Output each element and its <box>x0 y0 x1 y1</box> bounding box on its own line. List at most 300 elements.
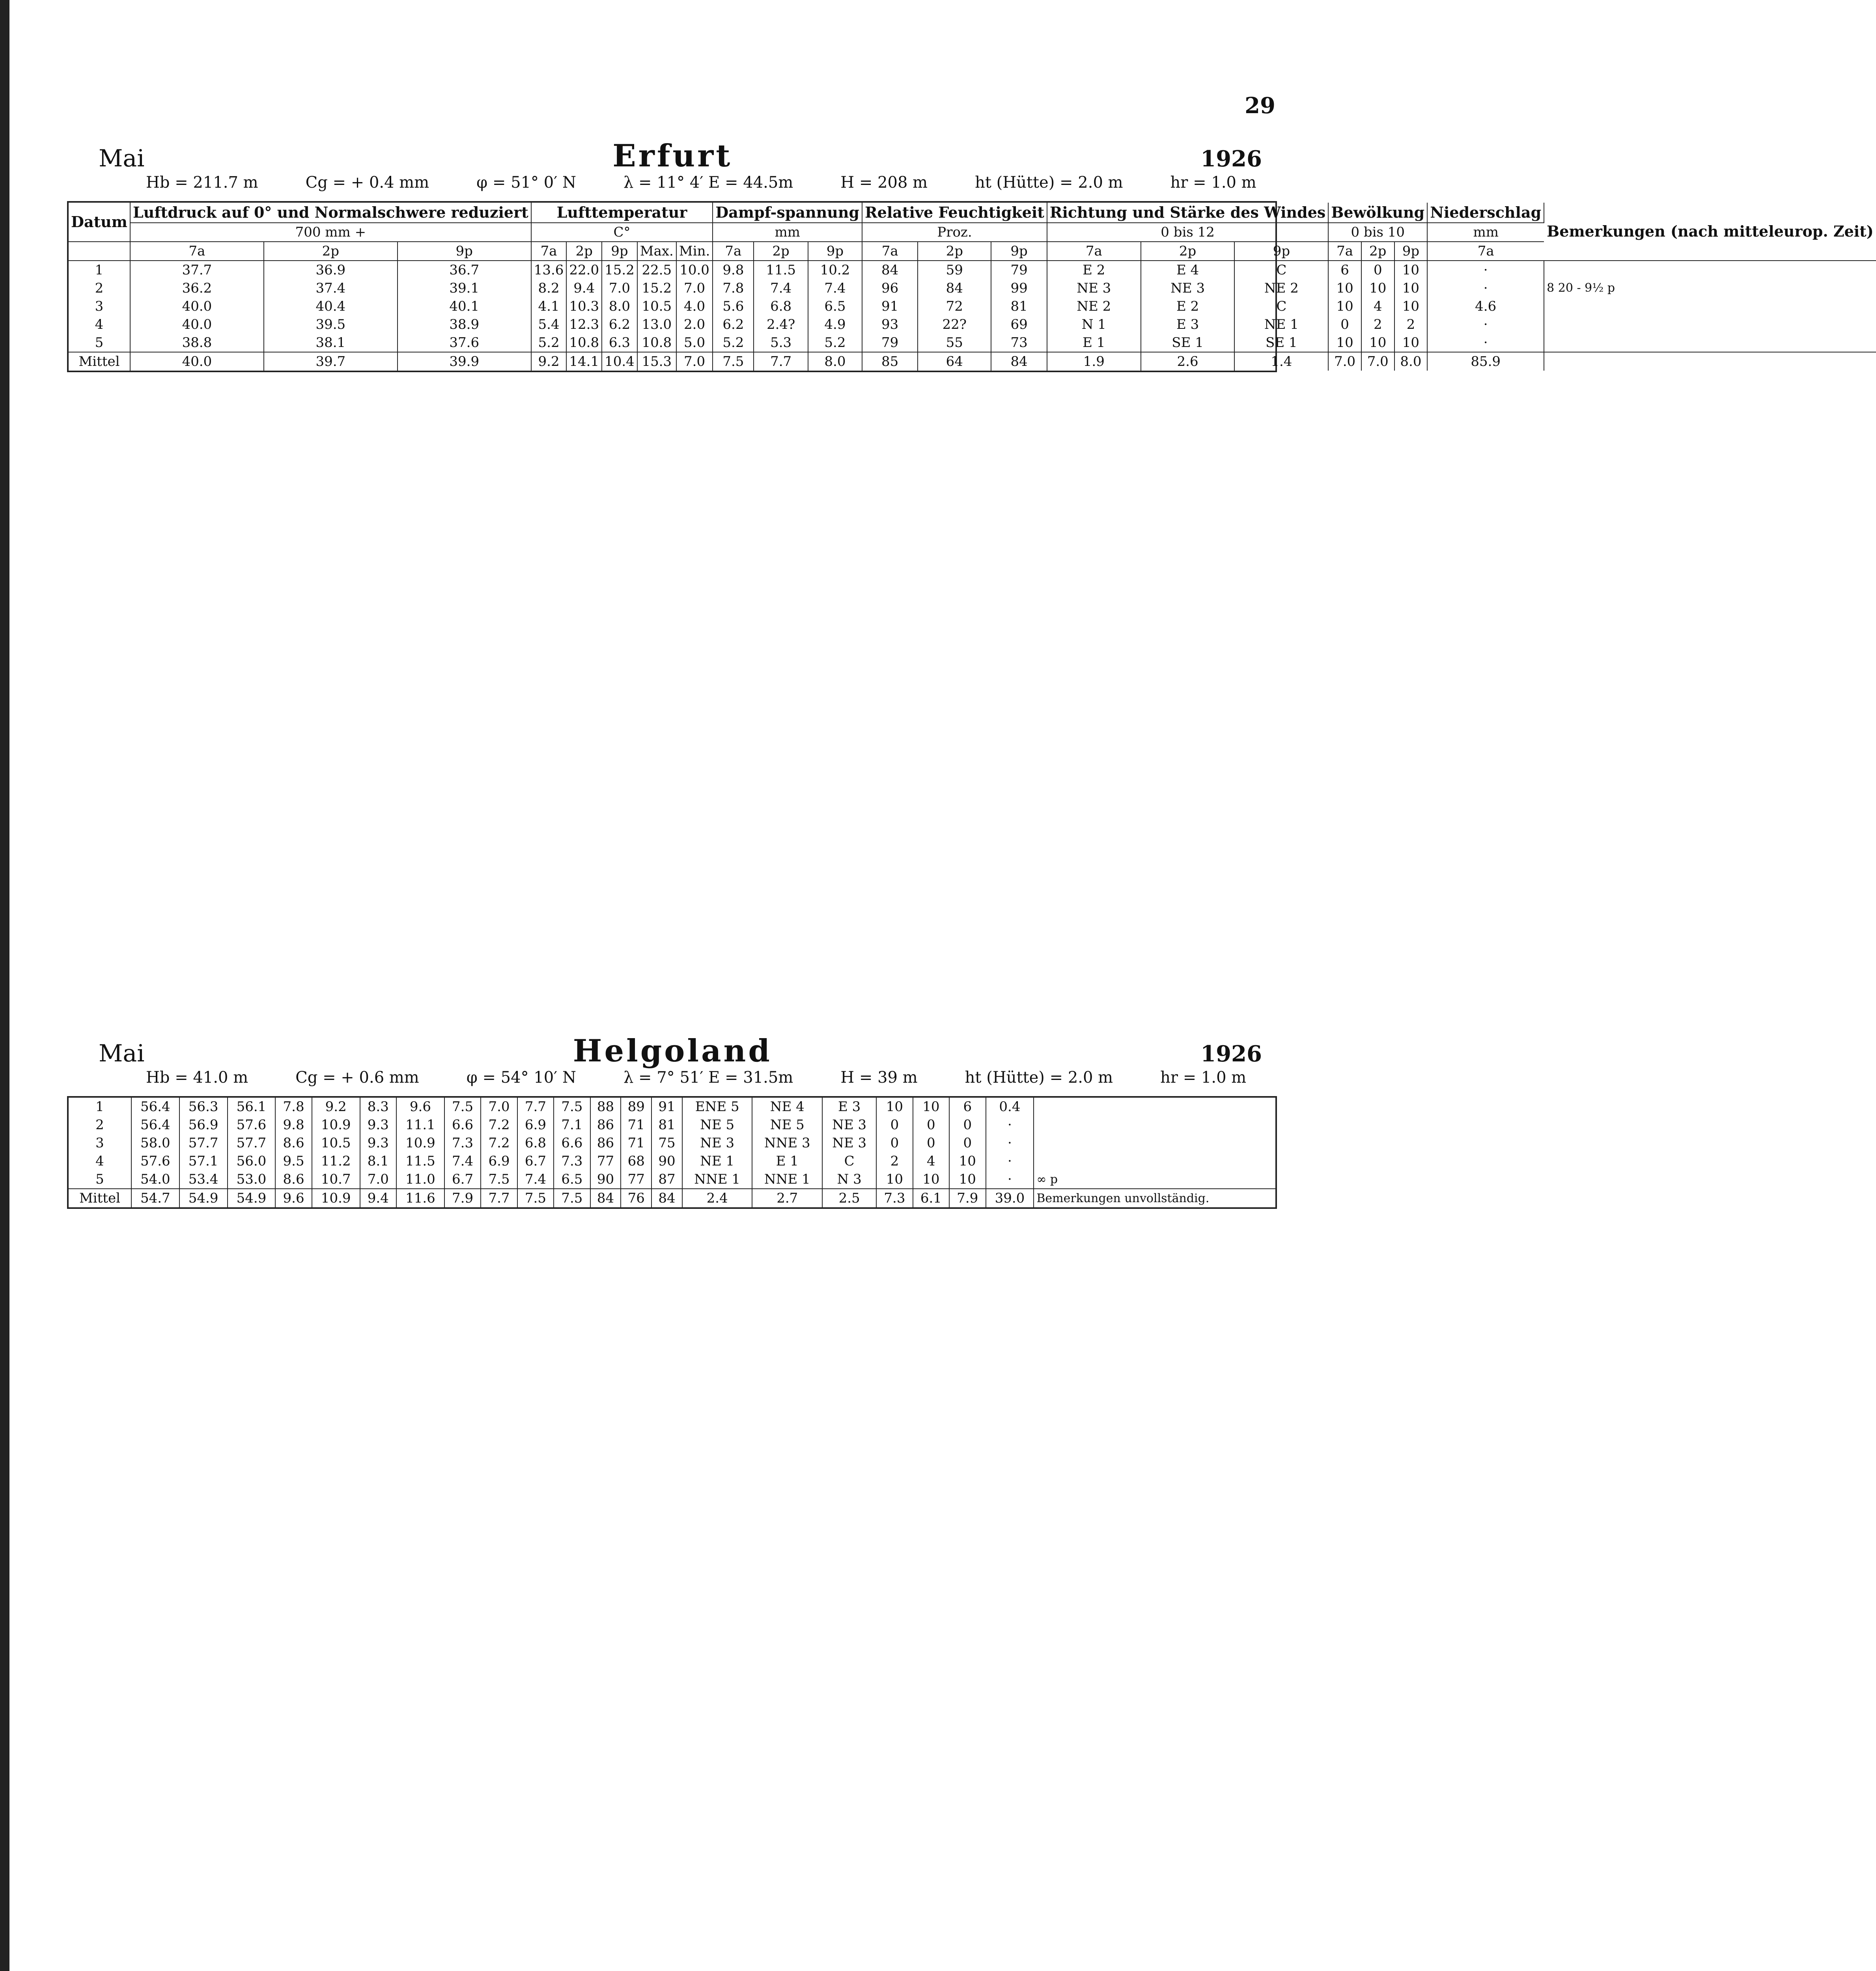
value-cell: 38.8 <box>130 334 264 352</box>
value-cell: 15.2 <box>602 261 637 279</box>
col-datum: Datum <box>69 203 130 242</box>
value-cell: 8.6 <box>275 1134 312 1152</box>
value-cell: 56.0 <box>228 1152 276 1170</box>
value-cell: 9.8 <box>275 1116 312 1134</box>
col-dampfspannung: Dampf-spannung <box>713 203 862 223</box>
value-cell: 37.4 <box>264 279 398 297</box>
unit: 0 bis 10 <box>1328 223 1427 242</box>
value-cell: 10.8 <box>566 334 602 352</box>
value-cell: NE 2 <box>1047 297 1141 315</box>
value-cell: 36.7 <box>398 261 531 279</box>
meta-item: λ = 7° 51′ E = 31.5m <box>623 1068 793 1087</box>
col-lufttemperatur: Lufttemperatur <box>531 203 713 223</box>
value-cell: 11.5 <box>396 1152 444 1170</box>
value-cell: NE 1 <box>682 1152 752 1170</box>
value-cell: 13.0 <box>637 315 676 334</box>
value-cell: 53.4 <box>179 1170 228 1189</box>
value-cell: 7.2 <box>481 1134 517 1152</box>
mittel-value: 40.0 <box>130 352 264 371</box>
value-cell: 11.0 <box>396 1170 444 1189</box>
table-row <box>69 261 1876 279</box>
value-cell: 9.5 <box>275 1152 312 1170</box>
helgoland-header <box>99 1033 1262 1069</box>
value-cell: 37.6 <box>398 334 531 352</box>
mittel-value: 1.4 <box>1234 352 1328 371</box>
mittel-value: 8.0 <box>1394 352 1428 371</box>
value-cell: 7.3 <box>444 1134 481 1152</box>
value-cell: E 1 <box>752 1152 822 1170</box>
value-cell: C <box>1234 261 1328 279</box>
value-cell: 37.7 <box>130 261 264 279</box>
mittel-row <box>69 352 1876 371</box>
remark-cell <box>1034 1098 1275 1116</box>
value-cell: 7.0 <box>481 1098 517 1116</box>
value-cell: 36.2 <box>130 279 264 297</box>
value-cell: 4.1 <box>531 297 567 315</box>
date-cell: 1 <box>69 261 130 279</box>
value-cell: 7.1 <box>554 1116 590 1134</box>
value-cell: SE 1 <box>1234 334 1328 352</box>
value-cell: NE 4 <box>752 1098 822 1116</box>
value-cell: 39.5 <box>264 315 398 334</box>
value-cell: 86 <box>590 1116 621 1134</box>
mittel-value: 39.0 <box>986 1189 1034 1207</box>
value-cell: 0 <box>949 1116 986 1134</box>
value-cell: 40.4 <box>264 297 398 315</box>
helgoland-meta <box>146 1068 1246 1087</box>
value-cell: 6.2 <box>713 315 754 334</box>
value-cell: 9.4 <box>566 279 602 297</box>
remark-cell: ∞ p <box>1036 1172 1058 1186</box>
value-cell: 5.2 <box>808 334 862 352</box>
value-cell: · <box>986 1116 1034 1134</box>
value-cell: 84 <box>862 261 918 279</box>
value-cell: NE 5 <box>682 1116 752 1134</box>
remark-cell <box>1544 334 1876 352</box>
value-cell: 96 <box>862 279 918 297</box>
value-cell: 69 <box>991 315 1047 334</box>
value-cell: NNE 3 <box>752 1134 822 1152</box>
value-cell: 9.2 <box>312 1098 360 1116</box>
mittel-value: 2.7 <box>752 1189 822 1207</box>
value-cell: 12.3 <box>566 315 602 334</box>
value-cell: 72 <box>918 297 991 315</box>
value-cell: 0.4 <box>986 1098 1034 1116</box>
value-cell: 6.9 <box>517 1116 554 1134</box>
value-cell: 87 <box>651 1170 682 1189</box>
table-row <box>69 1098 1275 1116</box>
value-cell: 4.6 <box>1427 297 1544 315</box>
remark-cell <box>1544 315 1876 334</box>
value-cell: N 3 <box>822 1170 876 1189</box>
mittel-value: 9.4 <box>360 1189 396 1207</box>
value-cell: 5.6 <box>713 297 754 315</box>
unit: mm <box>713 223 862 242</box>
value-cell: 6.6 <box>554 1134 590 1152</box>
meta-item: H = 208 m <box>840 173 928 192</box>
value-cell: 81 <box>991 297 1047 315</box>
value-cell: 57.1 <box>179 1152 228 1170</box>
value-cell: 10 <box>1361 279 1394 297</box>
value-cell: 7.2 <box>481 1116 517 1134</box>
meta-item: ht (Hütte) = 2.0 m <box>975 173 1123 192</box>
value-cell: 2 <box>876 1152 913 1170</box>
value-cell: 0 <box>949 1134 986 1152</box>
mittel-value: 84 <box>651 1189 682 1207</box>
subheader-cell: 2p <box>264 242 398 261</box>
subheader-cell: 7a <box>130 242 264 261</box>
value-cell: 73 <box>991 334 1047 352</box>
value-cell: NNE 1 <box>682 1170 752 1189</box>
value-cell: 7.5 <box>444 1098 481 1116</box>
remark-cell: 8 20 - 9½ p <box>1547 281 1615 295</box>
value-cell: 40.0 <box>130 315 264 334</box>
subheader-cell: 7a <box>531 242 567 261</box>
remark-cell: Bemerkungen unvollständig. <box>1034 1189 1275 1207</box>
meta-item: ht (Hütte) = 2.0 m <box>965 1068 1113 1087</box>
value-cell: E 2 <box>1141 297 1235 315</box>
value-cell: NE 3 <box>682 1134 752 1152</box>
value-cell: 56.4 <box>131 1116 179 1134</box>
value-cell: 7.7 <box>517 1098 554 1116</box>
date-cell: 5 <box>69 1170 131 1189</box>
value-cell: 79 <box>862 334 918 352</box>
mittel-value: 7.7 <box>754 352 808 371</box>
table-row <box>69 297 1876 315</box>
meta-item: φ = 54° 10′ N <box>466 1068 576 1087</box>
value-cell: 0 <box>876 1116 913 1134</box>
value-cell: 7.0 <box>676 279 713 297</box>
table-row <box>69 1170 1275 1189</box>
col-wind: Richtung und Stärke des Windes <box>1047 203 1328 223</box>
value-cell: 57.7 <box>179 1134 228 1152</box>
mittel-value: 39.9 <box>398 352 531 371</box>
value-cell: 38.9 <box>398 315 531 334</box>
value-cell: 53.0 <box>228 1170 276 1189</box>
value-cell: 99 <box>991 279 1047 297</box>
value-cell: · <box>986 1170 1034 1189</box>
value-cell: 90 <box>651 1152 682 1170</box>
subheader-cell: 7a <box>713 242 754 261</box>
value-cell: 11.5 <box>754 261 808 279</box>
value-cell: 10 <box>1394 279 1428 297</box>
mittel-value: 2.4 <box>682 1189 752 1207</box>
value-cell: 2 <box>1361 315 1394 334</box>
mittel-value: 7.7 <box>481 1189 517 1207</box>
mittel-value: 8.0 <box>808 352 862 371</box>
meta-item: Cg = + 0.6 mm <box>295 1068 419 1087</box>
unit: C° <box>531 223 713 242</box>
value-cell: 7.4 <box>517 1170 554 1189</box>
date-cell: 4 <box>69 315 130 334</box>
remark-cell <box>1034 1116 1275 1134</box>
mittel-row <box>69 1189 1275 1207</box>
table-row <box>69 1134 1275 1152</box>
value-cell: 7.8 <box>275 1098 312 1116</box>
date-cell: 2 <box>69 279 130 297</box>
mittel-value: 7.3 <box>876 1189 913 1207</box>
value-cell: 57.6 <box>131 1152 179 1170</box>
value-cell: 7.0 <box>360 1170 396 1189</box>
erfurt-meta <box>146 173 1256 192</box>
date-cell: 3 <box>69 1134 131 1152</box>
value-cell: · <box>986 1134 1034 1152</box>
value-cell: 40.1 <box>398 297 531 315</box>
value-cell: N 1 <box>1047 315 1141 334</box>
meta-item: hr = 1.0 m <box>1160 1068 1247 1087</box>
value-cell: NE 3 <box>1047 279 1141 297</box>
mittel-value: 7.0 <box>676 352 713 371</box>
value-cell: 6 <box>1328 261 1361 279</box>
year-label: 1926 <box>1200 146 1262 172</box>
unit: mm <box>1427 223 1544 242</box>
mittel-value: 10.9 <box>312 1189 360 1207</box>
subheader-cell: 7a <box>862 242 918 261</box>
value-cell: 79 <box>991 261 1047 279</box>
value-cell: 10.8 <box>637 334 676 352</box>
col-bewoelkung: Bewölkung <box>1328 203 1427 223</box>
value-cell: NE 3 <box>822 1134 876 1152</box>
col-niederschlag: Niederschlag <box>1427 203 1544 223</box>
value-cell: 36.9 <box>264 261 398 279</box>
date-cell: 1 <box>69 1098 131 1116</box>
mittel-value: 85 <box>862 352 918 371</box>
value-cell: 9.6 <box>396 1098 444 1116</box>
value-cell: 56.3 <box>179 1098 228 1116</box>
value-cell: E 3 <box>1141 315 1235 334</box>
mittel-value: 85.9 <box>1427 352 1544 371</box>
value-cell: 40.0 <box>130 297 264 315</box>
value-cell: 7.4 <box>808 279 862 297</box>
value-cell: ENE 5 <box>682 1098 752 1116</box>
value-cell: 10 <box>1328 334 1361 352</box>
subheader-cell: 9p <box>1394 242 1428 261</box>
subheader-cell: 2p <box>566 242 602 261</box>
value-cell: 39.1 <box>398 279 531 297</box>
value-cell: 2.0 <box>676 315 713 334</box>
value-cell: 10 <box>1361 334 1394 352</box>
value-cell: 4.9 <box>808 315 862 334</box>
subheader-cell: 9p <box>1234 242 1328 261</box>
value-cell: 6.8 <box>517 1134 554 1152</box>
mittel-value: 7.0 <box>1328 352 1361 371</box>
table-row <box>69 279 1876 297</box>
mittel-value: 7.0 <box>1361 352 1394 371</box>
meta-item: Hb = 211.7 m <box>146 173 258 192</box>
value-cell: E 2 <box>1047 261 1141 279</box>
value-cell: SE 1 <box>1141 334 1235 352</box>
value-cell: 8.0 <box>602 297 637 315</box>
value-cell: 91 <box>651 1098 682 1116</box>
value-cell: 2 <box>1394 315 1428 334</box>
col-luftdruck: Luftdruck auf 0° und Normalschwere reduziert <box>130 203 531 223</box>
mittel-value: 11.6 <box>396 1189 444 1207</box>
value-cell: NE 2 <box>1234 279 1328 297</box>
value-cell: 88 <box>590 1098 621 1116</box>
value-cell: · <box>1427 279 1544 297</box>
value-cell: 9.3 <box>360 1134 396 1152</box>
mittel-value: 64 <box>918 352 991 371</box>
mittel-label: Mittel <box>69 1189 131 1207</box>
value-cell: 56.9 <box>179 1116 228 1134</box>
value-cell: 5.4 <box>531 315 567 334</box>
mittel-value: 2.6 <box>1141 352 1235 371</box>
meta-item: H = 39 m <box>840 1068 918 1087</box>
helgoland-table-frame <box>67 1096 1277 1209</box>
unit: Proz. <box>862 223 1047 242</box>
meta-item: Cg = + 0.4 mm <box>305 173 429 192</box>
value-cell: · <box>1427 261 1544 279</box>
value-cell: 11.2 <box>312 1152 360 1170</box>
value-cell: 77 <box>621 1170 651 1189</box>
mittel-value: 54.7 <box>131 1189 179 1207</box>
value-cell: 22.0 <box>566 261 602 279</box>
value-cell: NNE 1 <box>752 1170 822 1189</box>
subheader-cell: 2p <box>1361 242 1394 261</box>
value-cell: 55 <box>918 334 991 352</box>
subheader-cell: 9p <box>398 242 531 261</box>
col-bemerkungen: Bemerkungen (nach mitteleurop. Zeit) <box>1544 203 1876 261</box>
mittel-value: 7.5 <box>517 1189 554 1207</box>
value-cell: 6.6 <box>444 1116 481 1134</box>
value-cell: 2.4? <box>754 315 808 334</box>
meta-item: λ = 11° 4′ E = 44.5m <box>623 173 793 192</box>
mittel-value: 6.1 <box>913 1189 949 1207</box>
mittel-value: 54.9 <box>179 1189 228 1207</box>
remark-cell <box>1544 261 1876 279</box>
value-cell: 71 <box>621 1134 651 1152</box>
helgoland-table <box>69 1098 1275 1207</box>
value-cell: 13.6 <box>531 261 567 279</box>
value-cell: 0 <box>913 1134 949 1152</box>
value-cell: 7.8 <box>713 279 754 297</box>
value-cell: 56.1 <box>228 1098 276 1116</box>
unit: 700 mm + <box>130 223 531 242</box>
value-cell: 6.7 <box>444 1170 481 1189</box>
value-cell: 8.1 <box>360 1152 396 1170</box>
value-cell: E 3 <box>822 1098 876 1116</box>
value-cell: 8.6 <box>275 1170 312 1189</box>
value-cell: 71 <box>621 1116 651 1134</box>
value-cell: 10 <box>1394 334 1428 352</box>
value-cell: 10 <box>876 1098 913 1116</box>
value-cell: 7.4 <box>754 279 808 297</box>
value-cell: NE 1 <box>1234 315 1328 334</box>
value-cell: NE 5 <box>752 1116 822 1134</box>
value-cell: 9.3 <box>360 1116 396 1134</box>
value-cell: 0 <box>913 1116 949 1134</box>
year-label: 1926 <box>1200 1041 1262 1067</box>
value-cell: 58.0 <box>131 1134 179 1152</box>
mittel-value: 14.1 <box>566 352 602 371</box>
value-cell: 6.3 <box>602 334 637 352</box>
station-title: Helgoland <box>573 1033 772 1069</box>
value-cell: 10.0 <box>676 261 713 279</box>
value-cell: 9.8 <box>713 261 754 279</box>
value-cell: 10 <box>913 1098 949 1116</box>
value-cell: 10 <box>1328 297 1361 315</box>
value-cell: 6.9 <box>481 1152 517 1170</box>
subheader-cell: 7a <box>1328 242 1361 261</box>
value-cell: 7.5 <box>481 1170 517 1189</box>
table-row <box>69 315 1876 334</box>
value-cell: 10.7 <box>312 1170 360 1189</box>
value-cell: 81 <box>651 1116 682 1134</box>
value-cell: C <box>822 1152 876 1170</box>
value-cell: NE 3 <box>822 1116 876 1134</box>
value-cell: 0 <box>876 1134 913 1152</box>
value-cell: 7.4 <box>444 1152 481 1170</box>
value-cell: 57.7 <box>228 1134 276 1152</box>
value-cell: 10.9 <box>396 1134 444 1152</box>
meta-item: Hb = 41.0 m <box>146 1068 248 1087</box>
subheader-cell: 7a <box>1427 242 1544 261</box>
value-cell: 10.3 <box>566 297 602 315</box>
value-cell: 22.5 <box>637 261 676 279</box>
date-cell: 5 <box>69 334 130 352</box>
subheader-cell: 7a <box>1047 242 1141 261</box>
value-cell: 11.1 <box>396 1116 444 1134</box>
subheader-cell: 2p <box>918 242 991 261</box>
value-cell: 22? <box>918 315 991 334</box>
erfurt-header <box>99 138 1262 174</box>
mittel-value: 84 <box>991 352 1047 371</box>
value-cell: 56.4 <box>131 1098 179 1116</box>
mittel-value: 1.9 <box>1047 352 1141 371</box>
value-cell: 6.5 <box>808 297 862 315</box>
table-row <box>69 1152 1275 1170</box>
value-cell: 93 <box>862 315 918 334</box>
month-label: Mai <box>99 1040 145 1067</box>
value-cell: 0 <box>1361 261 1394 279</box>
station-title: Erfurt <box>612 138 733 174</box>
date-cell: 3 <box>69 297 130 315</box>
date-cell: 4 <box>69 1152 131 1170</box>
value-cell: 8.2 <box>531 279 567 297</box>
meta-item: hr = 1.0 m <box>1170 173 1256 192</box>
value-cell: 84 <box>918 279 991 297</box>
subheader-cell: 2p <box>1141 242 1235 261</box>
mittel-label: Mittel <box>69 352 130 371</box>
table-row <box>69 1116 1275 1134</box>
value-cell: 10 <box>1394 297 1428 315</box>
value-cell: 6 <box>949 1098 986 1116</box>
value-cell: 89 <box>621 1098 651 1116</box>
value-cell: 54.0 <box>131 1170 179 1189</box>
value-cell: 6.8 <box>754 297 808 315</box>
value-cell: 5.3 <box>754 334 808 352</box>
mittel-value: 7.9 <box>444 1189 481 1207</box>
subheader-cell: 9p <box>808 242 862 261</box>
value-cell: 4.0 <box>676 297 713 315</box>
value-cell: 90 <box>590 1170 621 1189</box>
remark-cell <box>1034 1134 1275 1152</box>
value-cell: 0 <box>1328 315 1361 334</box>
value-cell: 38.1 <box>264 334 398 352</box>
value-cell: 7.3 <box>554 1152 590 1170</box>
value-cell: 10 <box>876 1170 913 1189</box>
subheader-cell: 9p <box>991 242 1047 261</box>
month-label: Mai <box>99 145 145 172</box>
value-cell: 10 <box>949 1170 986 1189</box>
mittel-value: 9.6 <box>275 1189 312 1207</box>
mittel-value: 15.3 <box>637 352 676 371</box>
mittel-value: 76 <box>621 1189 651 1207</box>
value-cell: E 1 <box>1047 334 1141 352</box>
mittel-value: 7.5 <box>554 1189 590 1207</box>
meta-item: φ = 51° 0′ N <box>476 173 576 192</box>
value-cell: 15.2 <box>637 279 676 297</box>
